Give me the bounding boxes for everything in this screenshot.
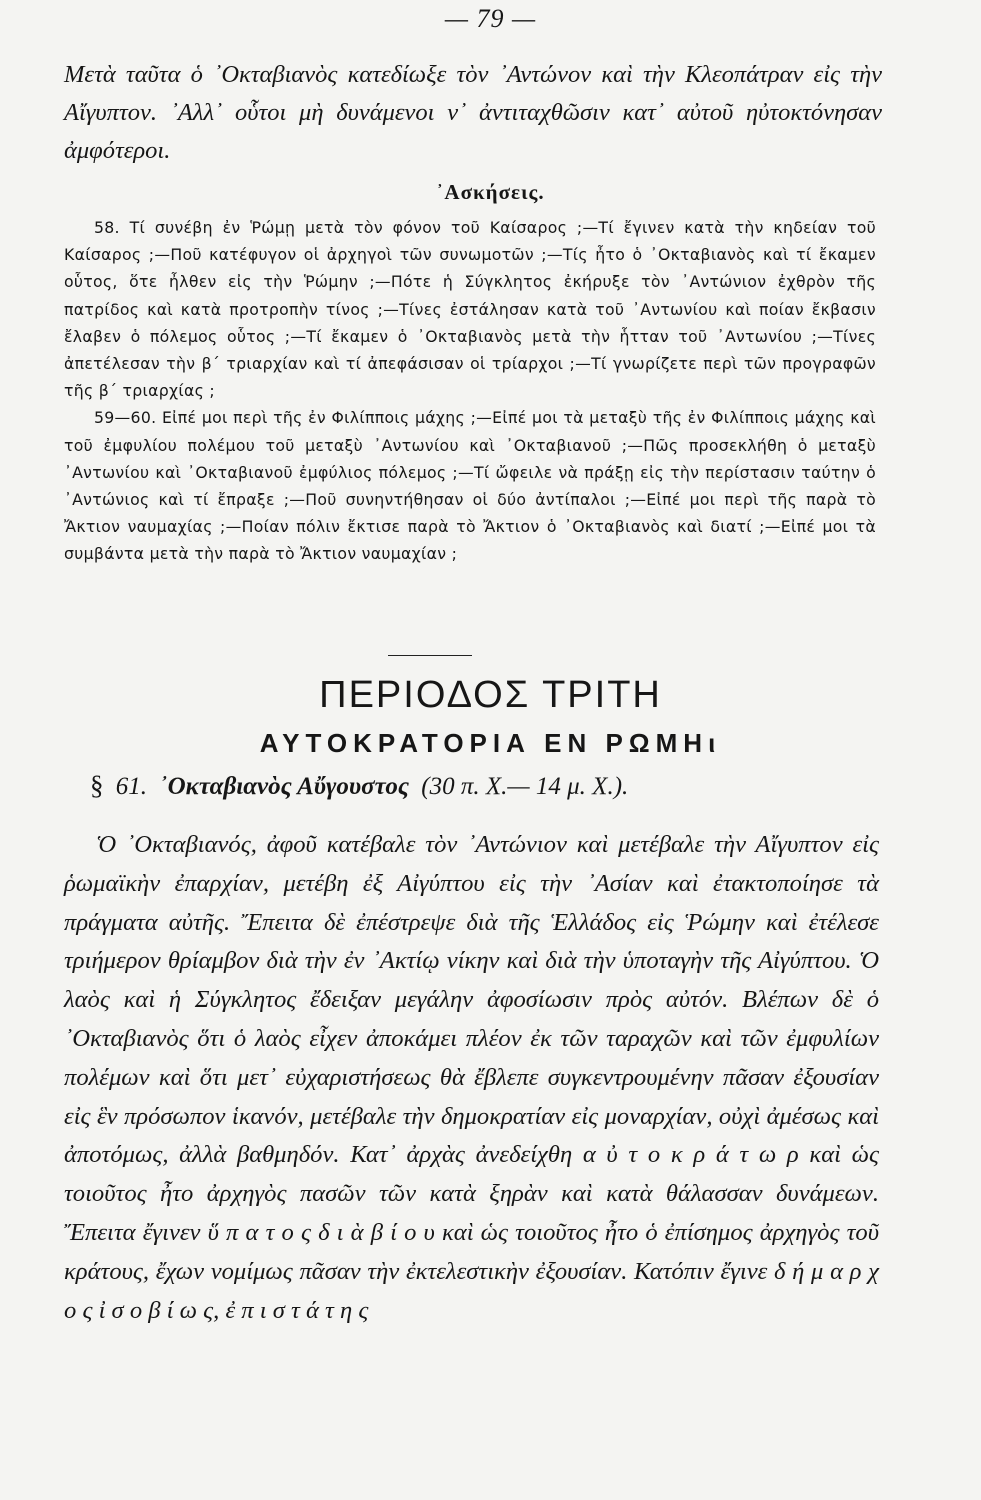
period-title: ΠΕΡΙΟΔΟΣ ΤΡΙΤΗ [319,674,662,716]
intro-paragraph: Μετὰ ταῦτα ὁ ᾽Οκταβιανὸς κατεδίωξε τὸν ᾽Αντώνον καὶ τὴν Κλεοπάτραν εἰς τὴν Αἴγυπτον. ᾽Αλλ᾽ οὗτοι μὴ δυνάμενοι ν᾽ ἀντιταχθῶσιν κατ᾽ αὐτοῦ ηὐτοκτόνησαν ἀμφότεροι. [64,61,882,164]
exercises-block [64,214,876,568]
section-divider [388,655,472,656]
main-text [64,826,879,1330]
empire-title: ΑΥΤΟΚΡΑΤΟΡΙΑ ΕΝ ΡΩΜΗι [259,728,722,758]
exercises-heading: ᾽Ασκήσεις. [436,180,545,204]
exercise-paragraph-58: 58. Τί συνέβη ἐν Ῥώμῃ μετὰ τὸν φόνον τοῦ Καίσαρος ;—Τί ἔγινεν κατὰ τὴν κηδείαν τοῦ Καίσαρος ;—Ποῦ κατέφυγον οἱ ἀρχηγοὶ τῶν συνωμοτῶν ;—Τίς ἦτο ὁ ᾽Οκταβιανὸς καὶ τί ἔκαμεν οὗτος, ὅτε ἦλθεν εἰς τὴν Ῥώμην ;—Πότε ἡ Σύγκλητος ἐκήρυξε τὸν ᾽Αντώνιον ἐχθρὸν τῆς πατρίδος καὶ κατὰ προτροπὴν τίνος ;—Τίνες ἐστάλησαν κατὰ τοῦ ᾽Αντωνίου καὶ ποίαν ἔκβασιν ἔλαβεν ὁ πόλεμος οὗτος ;—Τί ἔκαμεν ὁ ᾽Οκταβιανὸς μετὰ τὴν ἧτταν τοῦ ᾽Αντωνίου ;—Τίνες ἀπετέλεσαν τὴν β΄ τριαρχίαν καὶ τί ἀπεφάσισαν οἱ τρίαρχοι ;—Τί γνωρίζετε περὶ τῶν προγραφῶν τῆς β΄ τριαρχίας ; [64,218,876,401]
section-symbol: § [90,770,104,800]
section-heading [90,770,910,801]
body-paragraph: Ὁ ᾽Οκταβιανός, ἀφοῦ κατέβαλε τὸν ᾽Αντώνιον καὶ μετέβαλε τὴν Αἴγυπτον εἰς ῥωμαϊκὴν ἐπαρχίαν, μετέβη ἐξ Αἰγύπτου εἰς τὴν ᾽Ασίαν καὶ ἐτακτοποίησε τὰ πράγματα αὐτῆς. Ἔπειτα δὲ ἐπέστρεψε διὰ τῆς Ἑλλάδος εἰς Ῥώμην καὶ ἐτέλεσε τριήμερον θρίαμβον διὰ τὴν ἐν ᾽Ακτίῳ νίκην καὶ διὰ τὴν ὑποταγὴν τῆς Αἰγύπτου. Ὁ λαὸς καὶ ἡ Σύγκλητος ἔδειξαν μεγάλην ἀφοσίωσιν πρὸς αὐτόν. Βλέπων δὲ ὁ ᾽Οκταβιανὸς ὅτι ὁ λαὸς εἶχεν ἀποκάμει πλέον ἐκ τῶν ταραχῶν καὶ τῶν ἐμφυλίων πολέμων καὶ ὅτι μετ᾽ εὐχαριστήσεως θὰ ἔβλεπε συγκεντρουμένην πᾶσαν ἐξουσίαν εἰς ἓν πρόσωπον ἱκανόν, μετέβαλε τὴν δημοκρατίαν εἰς μοναρχίαν, οὐχὶ ἀμέσως καὶ ἀποτόμως, ἀλλὰ βαθμηδόν. Κατ᾽ ἀρχὰς ἀνεδείχθη α ὐ τ ο κ ρ ά τ ω ρ καὶ ὡς τοιοῦτος ἦτο ἀρχηγὸς πασῶν τῶν κατὰ ξηρὰν καὶ κατὰ θάλασσαν δυνάμεων. Ἔπειτα ἔγινεν ὕ π α τ ο ς δ ι ὰ β ί ο υ καὶ ὡς τοιοῦτος ἦτο ὁ ἐπίσημος ἀρχηγὸς τοῦ κράτους, ἔχων νομίμως πᾶσαν τὴν ἐκτελεστικὴν ἐξουσίαν. Κατόπιν ἔγινε δ ή μ α ρ χ ο ς ἰ σ ο β ί ω ς, ἐ π ι σ τ ά τ η ς [64,831,879,1324]
page-number: — 79 — [444,4,537,33]
section-name: ᾽Οκταβιανὸς Αὔγουστος [159,773,410,800]
section-number: 61. [115,773,147,800]
exercise-paragraph-59-60: 59—60. Εἰπέ μοι περὶ τῆς ἐν Φιλίπποις μάχης ;—Εἰπέ μοι τὰ μεταξὺ τῆς ἐν Φιλίπποις μάχης καὶ τοῦ ἐμφυλίου πολέμου τοῦ μεταξὺ ᾽Αντωνίου καὶ ᾽Οκταβιανοῦ ;—Πῶς προσεκλήθη ὁ μεταξὺ ᾽Αντωνίου καὶ ᾽Οκταβιανοῦ ἐμφύλιος πόλεμος ;—Τί ὤφειλε νὰ πράξῃ εἰς τὴν περίστασιν ταύτην ὁ ᾽Αντώνιος καὶ τί ἔπραξε ;—Ποῦ συνηντήθησαν οἱ δύο ἀντίπαλοι ;—Εἰπέ μοι περὶ τῆς παρὰ τὸ Ἄκτιον ναυμαχίας ;—Ποίαν πόλιν ἔκτισε παρὰ τὸ Ἄκτιον ὁ ᾽Οκταβιανὸς καὶ διατί ;—Εἰπέ μοι τὰ συμβάντα μετὰ τὴν παρὰ τὸ Ἄκτιον ναυμαχίαν ; [64,408,876,564]
section-dates: (30 π. Χ.— 14 μ. Χ.). [421,773,629,800]
